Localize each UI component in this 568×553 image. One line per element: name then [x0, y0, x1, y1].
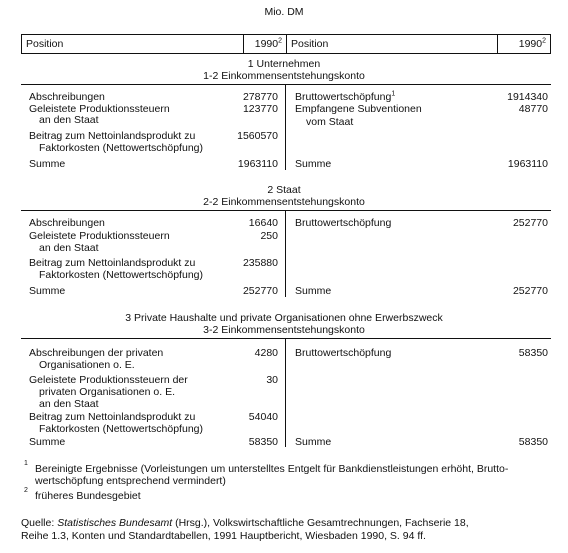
header-position-right-text: Position [291, 38, 329, 50]
source-line2: Reihe 1.3, Konten und Standardtabellen, 1991 Hauptbericht, Wiesbaden 1990, S. 94 ff. [21, 530, 426, 542]
s1-right-sum-label: Summe [295, 158, 332, 170]
s2-left-value: 235880 [242, 257, 278, 269]
s1-left-value: 1560570 [237, 130, 278, 142]
footnote-1-mark: 1 [24, 460, 28, 467]
s2-right-label: Bruttowertschöpfung [295, 217, 392, 229]
section-2-subtitle: 2-2 Einkommensentstehungskonto [203, 196, 365, 208]
s3-left-value: 30 [266, 374, 278, 386]
s2-left-value: 16640 [248, 217, 278, 229]
source-line1 [21, 517, 551, 530]
s3-right-value: 58350 [518, 347, 548, 359]
section-1-title: 1 Unternehmen [247, 58, 321, 70]
s1-right-sum-value: 1963110 [507, 158, 548, 170]
s2-right-value: 252770 [512, 217, 548, 229]
section-3-title: 3 Private Haushalte und private Organisationen ohne Erwerbszweck [125, 312, 443, 324]
s3-left-label-cont: an den Staat [39, 398, 99, 410]
s1-left-label-cont: an den Staat [39, 114, 99, 126]
s2-left-label: Geleistete Produktionssteuern [29, 230, 170, 242]
footnote-2-mark: 2 [24, 487, 28, 494]
footnote-1-line1: Bereinigte Ergebnisse (Vorleistungen um unterstelltes Entgelt für Bankdienstleistungen erhöht, Brutto- [35, 463, 509, 475]
header-year-left-text: 1990 [254, 38, 279, 50]
s3-left-label-cont: Organisationen o. E. [39, 359, 135, 371]
s1-left-label: Abschreibungen [29, 91, 105, 103]
s1-right-label-text: Bruttowertschöpfung [295, 91, 392, 103]
s1-left-value: 123770 [242, 103, 278, 115]
header-year-left-sup: 2 [278, 37, 282, 45]
header-position-left-text: Position [26, 38, 64, 50]
header-position-right [287, 35, 497, 53]
s2-left-value: 250 [260, 230, 278, 242]
s1-left-label: Geleistete Produktionssteuern [29, 103, 170, 115]
s3-left-label: Geleistete Produktionssteuern der [29, 374, 188, 386]
s1-left-value: 278770 [242, 91, 278, 103]
s2-left-sum-label: Summe [29, 285, 66, 297]
section-1-rule [21, 84, 551, 85]
s1-right-label: Empfangene Subventionen [295, 103, 422, 115]
s3-left-label-cont: Faktorkosten (Nettowertschöpfung) [39, 423, 203, 435]
header-year-right [498, 35, 550, 53]
s2-left-label-cont: an den Staat [39, 242, 99, 254]
s2-left-label: Beitrag zum Nettoinlandsprodukt zu [29, 257, 196, 269]
s3-left-value: 4280 [254, 347, 278, 359]
section-2-divider [285, 211, 286, 297]
s3-right-sum-value: 58350 [518, 436, 548, 448]
header-position-left [22, 35, 242, 53]
s3-right-label: Bruttowertschöpfung [295, 347, 392, 359]
unit-label: Mio. DM [264, 6, 304, 18]
s3-left-sum-value: 58350 [248, 436, 278, 448]
s2-left-label: Abschreibungen [29, 217, 105, 229]
section-3-divider [285, 339, 286, 447]
section-2-title: 2 Staat [267, 184, 301, 196]
s1-right-value: 1914340 [507, 91, 548, 103]
s2-right-sum-value: 252770 [512, 285, 548, 297]
section-2-rule [21, 210, 551, 211]
s3-left-label: Beitrag zum Nettoinlandsprodukt zu [29, 411, 196, 423]
s1-left-sum-label: Summe [29, 158, 66, 170]
section-3-rule [21, 338, 551, 339]
header-year-right-sup: 2 [542, 37, 546, 45]
section-3-subtitle: 3-2 Einkommensentstehungskonto [203, 324, 365, 336]
source-line1-rest: (Hrsg.), Volkswirtschaftliche Gesamtrechnungen, Fachserie 18, [172, 517, 469, 529]
s1-right-label-cont: vom Staat [306, 116, 354, 128]
section-1-divider [285, 85, 286, 170]
s2-left-sum-value: 252770 [242, 285, 278, 297]
s3-left-value: 54040 [248, 411, 278, 423]
s1-right-value: 48770 [518, 103, 548, 115]
s2-left-label-cont: Faktorkosten (Nettowertschöpfung) [39, 269, 203, 281]
section-1-subtitle: 1-2 Einkommensentstehungskonto [203, 70, 365, 82]
s3-left-sum-label: Summe [29, 436, 66, 448]
s1-left-sum-value: 1963110 [237, 158, 278, 170]
header-year-left [244, 35, 286, 53]
source-prefix: Quelle: [21, 517, 58, 529]
s2-right-sum-label: Summe [295, 285, 332, 297]
s1-right-label [295, 91, 395, 103]
s1-left-label-cont: Faktorkosten (Nettowertschöpfung) [39, 142, 203, 154]
s1-left-label: Beitrag zum Nettoinlandsprodukt zu [29, 130, 196, 142]
header-year-right-text: 1990 [518, 38, 543, 50]
footnote-2-text: früheres Bundesgebiet [35, 490, 141, 502]
s3-left-label: Abschreibungen der privaten [29, 347, 164, 359]
source-publisher: Statistisches Bundesamt [57, 517, 173, 529]
s3-right-sum-label: Summe [295, 436, 332, 448]
s3-left-label-cont: privaten Organisationen o. E. [39, 386, 175, 398]
s1-right-label-sup: 1 [391, 90, 396, 98]
footnote-1-line2: wertschöpfung entsprechend vermindert) [35, 475, 226, 487]
table-header [21, 34, 551, 54]
